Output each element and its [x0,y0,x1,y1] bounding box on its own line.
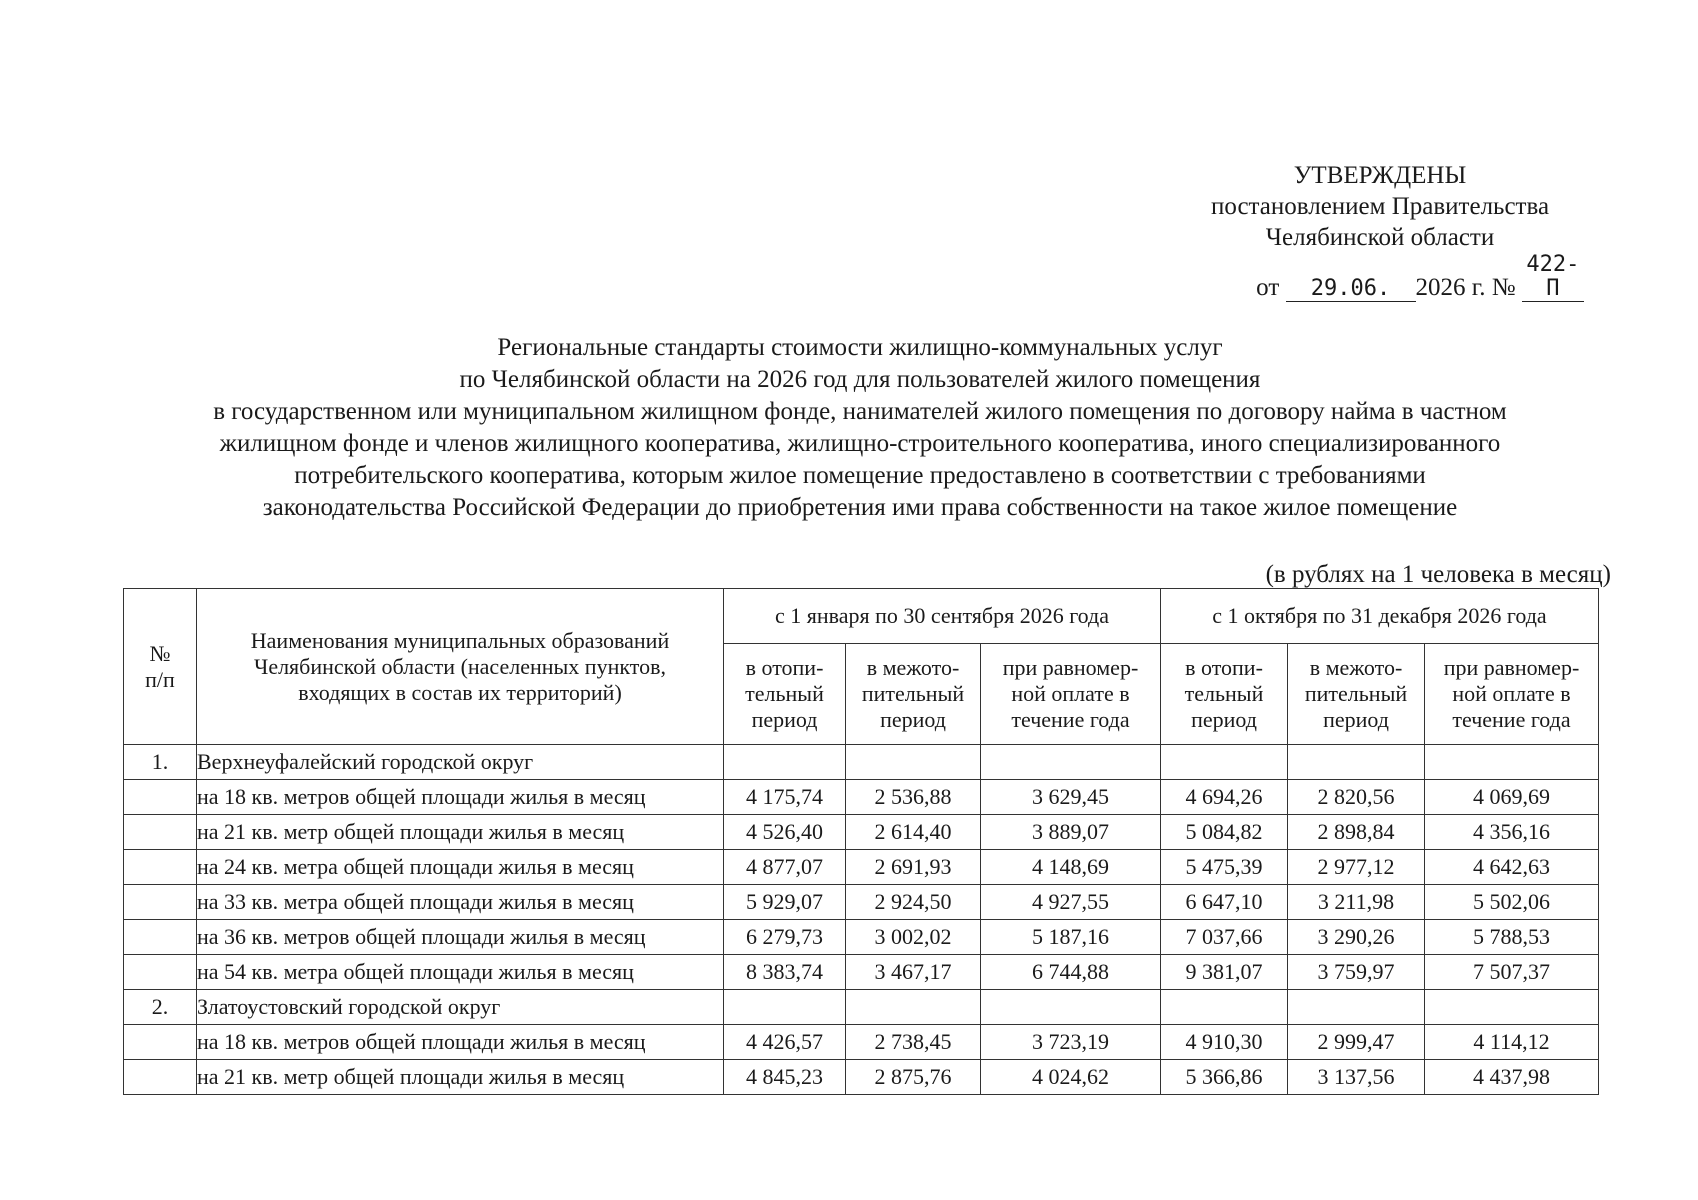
approval-block [1130,160,1630,303]
value-cell: 5 366,86 [1161,1060,1288,1095]
value-cell: 4 437,98 [1425,1060,1599,1095]
title-line: по Челябинской области на 2026 год для пользователей жилого помещения [459,366,1261,393]
value-cell: 3 889,07 [981,815,1161,850]
value-cell: 7 507,37 [1425,955,1599,990]
row-index-cell [124,955,197,990]
value-cell: 2 977,12 [1288,850,1425,885]
row-label: на 33 кв. метра общей площади жилья в месяц [197,885,724,920]
value-cell: 5 084,82 [1161,815,1288,850]
value-cell: 2 691,93 [846,850,981,885]
row-index-cell [124,780,197,815]
empty-cell [1161,745,1288,780]
empty-cell [724,745,846,780]
value-cell: 2 820,56 [1288,780,1425,815]
header-heating-period: в отопи- тельный период [1161,644,1288,745]
value-cell: 6 744,88 [981,955,1161,990]
row-label: на 21 кв. метр общей площади жилья в месяц [197,1060,724,1095]
value-cell: 3 211,98 [1288,885,1425,920]
group-index: 1. [124,745,197,780]
value-cell: 5 788,53 [1425,920,1599,955]
header-uniform-payment: при равномер- ной оплате в течение года [981,644,1161,745]
value-cell: 2 614,40 [846,815,981,850]
value-cell: 5 929,07 [724,885,846,920]
table-row [124,780,1599,815]
value-cell: 3 723,19 [981,1025,1161,1060]
group-row [124,990,1599,1025]
value-cell: 4 024,62 [981,1060,1161,1095]
table-row [124,815,1599,850]
value-cell: 5 187,16 [981,920,1161,955]
value-cell: 3 290,26 [1288,920,1425,955]
table-row [124,1060,1599,1095]
value-cell: 7 037,66 [1161,920,1288,955]
row-label: на 24 кв. метра общей площади жилья в месяц [197,850,724,885]
value-cell: 4 642,63 [1425,850,1599,885]
row-label: на 21 кв. метр общей площади жилья в месяц [197,815,724,850]
value-cell: 6 279,73 [724,920,846,955]
approval-heading: УТВЕРЖДЕНЫ [1293,162,1467,189]
unit-note: (в рублях на 1 человека в месяц) [1265,561,1611,588]
row-index-cell [124,1060,197,1095]
value-cell: 4 356,16 [1425,815,1599,850]
title-line: жилищном фонде и членов жилищного кооператива, жилищно-строительного кооператива, иного специализированного [219,430,1501,457]
group-row [124,745,1599,780]
approval-year-text: 2026 г. № [1415,274,1516,301]
value-cell: 3 467,17 [846,955,981,990]
document-title [110,332,1610,524]
header-name-column: Наименования муниципальных образований Челябинской области (населенных пунктов, входящих в состав их территорий) [197,589,724,745]
row-label: на 18 кв. метров общей площади жилья в месяц [197,1025,724,1060]
header-interheating-period: в межото- пительный период [1288,644,1425,745]
empty-cell [981,990,1161,1025]
header-interheating-period: в межото- пительный период [846,644,981,745]
table-row [124,955,1599,990]
value-cell: 4 877,07 [724,850,846,885]
value-cell: 2 898,84 [1288,815,1425,850]
value-cell: 2 536,88 [846,780,981,815]
header-uniform-payment: при равномер- ной оплате в течение года [1425,644,1599,745]
approval-region-line: Челябинской области [1265,224,1495,251]
value-cell: 3 002,02 [846,920,981,955]
value-cell: 3 759,97 [1288,955,1425,990]
row-label: на 54 кв. метра общей площади жилья в месяц [197,955,724,990]
row-index-cell [124,920,197,955]
value-cell: 3 629,45 [981,780,1161,815]
empty-cell [846,990,981,1025]
value-cell: 5 475,39 [1161,850,1288,885]
value-cell: 4 148,69 [981,850,1161,885]
empty-cell [1161,990,1288,1025]
value-cell: 2 999,47 [1288,1025,1425,1060]
row-index-cell [124,885,197,920]
title-line: Региональные стандарты стоимости жилищно-коммунальных услуг [497,334,1223,361]
approval-date-value: 29.06. [1286,277,1416,302]
value-cell: 4 845,23 [724,1060,846,1095]
table-row [124,850,1599,885]
row-index-cell [124,1025,197,1060]
approval-prefix: от [1256,274,1280,301]
header-period-1: с 1 января по 30 сентября 2026 года [724,589,1161,644]
empty-cell [981,745,1161,780]
value-cell: 9 381,07 [1161,955,1288,990]
header-period-2: с 1 октября по 31 декабря 2026 года [1161,589,1599,644]
value-cell: 4 910,30 [1161,1025,1288,1060]
group-name: Верхнеуфалейский городской округ [197,745,724,780]
empty-cell [1425,745,1599,780]
group-name: Златоустовский городской округ [197,990,724,1025]
value-cell: 8 383,74 [724,955,846,990]
group-index: 2. [124,990,197,1025]
value-cell: 3 137,56 [1288,1060,1425,1095]
empty-cell [846,745,981,780]
value-cell: 6 647,10 [1161,885,1288,920]
table-row [124,1025,1599,1060]
title-line: в государственном или муниципальном жилищном фонде, нанимателей жилого помещения по договору найма в частном [213,398,1507,425]
empty-cell [1425,990,1599,1025]
value-cell: 2 924,50 [846,885,981,920]
title-line: законодательства Российской Федерации до приобретения ими права собственности на такое жилое помещение [262,494,1458,521]
empty-cell [1288,990,1425,1025]
value-cell: 4 526,40 [724,815,846,850]
row-label: на 36 кв. метров общей площади жилья в месяц [197,920,724,955]
tariff-table-body [124,745,1599,1095]
value-cell: 4 694,26 [1161,780,1288,815]
value-cell: 2 738,45 [846,1025,981,1060]
row-label: на 18 кв. метров общей площади жилья в месяц [197,780,724,815]
value-cell: 4 175,74 [724,780,846,815]
value-cell: 2 875,76 [846,1060,981,1095]
empty-cell [724,990,846,1025]
title-line: потребительского кооператива, которым жилое помещение предоставлено в соответствии с требованиями [294,462,1426,489]
table-row [124,920,1599,955]
value-cell: 4 114,12 [1425,1025,1599,1060]
empty-cell [1288,745,1425,780]
table-row [124,885,1599,920]
approval-date-line [1210,253,1630,303]
value-cell: 4 426,57 [724,1025,846,1060]
header-number-column: № п/п [124,589,197,745]
approval-number-value: 422-П [1522,253,1584,302]
row-index-cell [124,850,197,885]
approval-decree-line: постановлением Правительства [1210,193,1550,220]
row-index-cell [124,815,197,850]
value-cell: 4 927,55 [981,885,1161,920]
value-cell: 5 502,06 [1425,885,1599,920]
header-heating-period: в отопи- тельный период [724,644,846,745]
value-cell: 4 069,69 [1425,780,1599,815]
tariff-table [123,588,1599,1095]
